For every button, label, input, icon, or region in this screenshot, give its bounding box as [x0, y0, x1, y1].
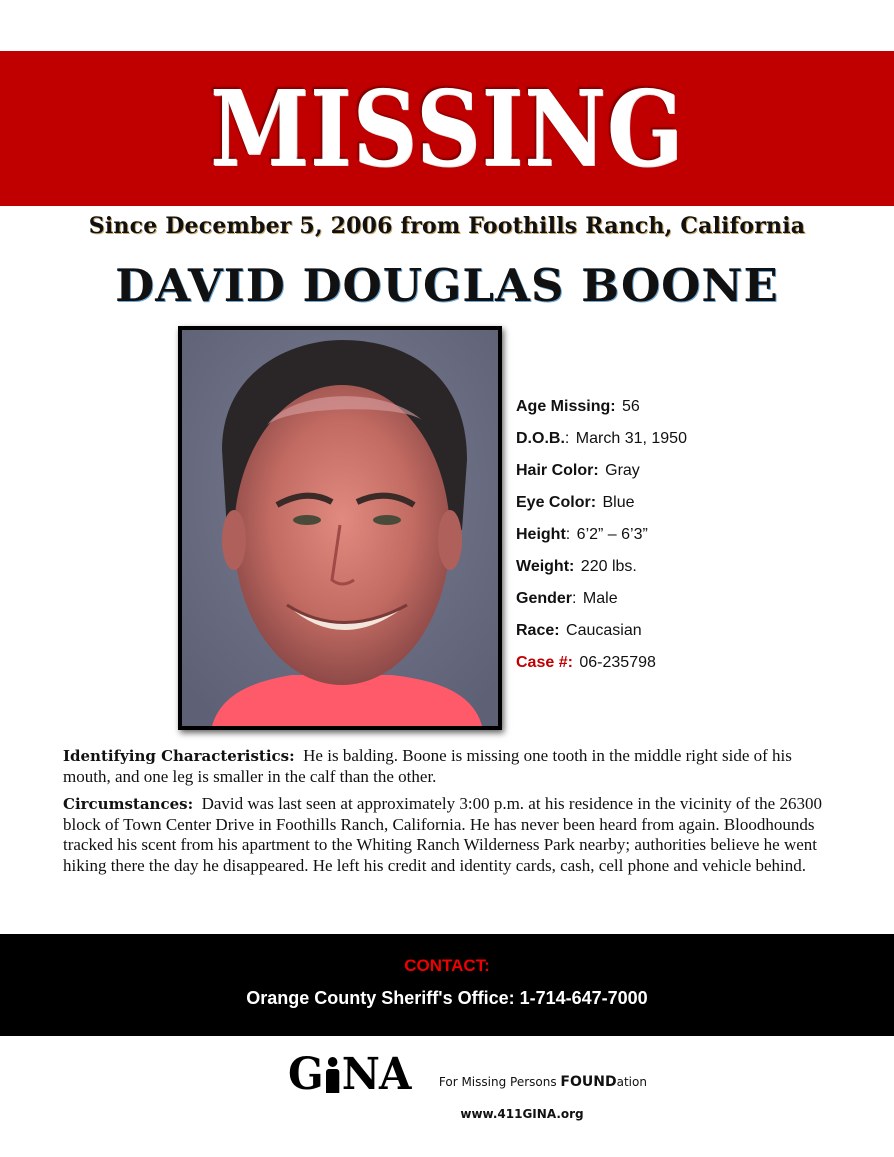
contact-label: CONTACT:	[404, 956, 490, 975]
missing-since-subtitle: Since December 5, 2006 from Foothills Ranch, California	[88, 213, 806, 239]
gina-tagline	[416, 1058, 647, 1122]
gina-logo-na: NA	[341, 1049, 411, 1100]
gina-logo	[288, 1049, 411, 1100]
circumstances-text: David was last seen at approximately 3:00 p.m. at his residence in the vicinity of the 26300 block of Town Center Drive in Foothills Ranch, California. He has never been heard from again. Bloodhounds tracked his scent from his apartment to the Whiting Ranch Wilderness Park nearby; authorities believe he went hiking there the day he disappeared. He left his credit and identity cards, cash, cell phone and vehicle behind.	[63, 794, 827, 875]
detail-weight	[516, 555, 846, 587]
detail-race	[516, 619, 846, 651]
detail-label-tail: :	[572, 590, 577, 607]
gina-foundation-footer	[288, 1049, 647, 1121]
detail-value: 56	[617, 398, 640, 415]
detail-label: Gender	[516, 590, 573, 607]
tagline-found: FOUND	[560, 1074, 617, 1090]
detail-label: Case #:	[516, 654, 573, 671]
detail-value: Blue	[598, 494, 635, 511]
detail-label: Hair Color:	[516, 462, 599, 479]
detail-label: Race:	[516, 622, 560, 639]
detail-gender	[516, 587, 846, 619]
detail-eye-color	[516, 491, 846, 523]
banner-title: MISSING	[209, 67, 685, 190]
circumstances	[63, 794, 833, 876]
contact-phone-line: Orange County Sheriff's Office: 1-714-647-7000	[246, 988, 648, 1008]
detail-label: Eye Color:	[516, 494, 597, 511]
detail-label: Height	[516, 526, 566, 543]
detail-value: 220 lbs.	[576, 558, 637, 575]
detail-label: Age Missing:	[516, 398, 616, 415]
identifying-label: Identifying Characteristics:	[63, 747, 295, 765]
contact-band	[0, 934, 894, 1036]
circumstances-label: Circumstances:	[63, 795, 194, 813]
detail-label-tail: :	[564, 430, 570, 447]
detail-value: Male	[578, 590, 618, 607]
detail-value: Caucasian	[561, 622, 642, 639]
portrait-image	[182, 330, 498, 726]
detail-label: Weight:	[516, 558, 575, 575]
detail-value: 6’2” – 6’3”	[572, 526, 648, 543]
person-figure-icon	[324, 1057, 341, 1093]
person-photo	[178, 326, 502, 730]
detail-value: 06-235798	[574, 654, 656, 671]
detail-hair-color	[516, 459, 846, 491]
detail-dob	[516, 427, 846, 459]
identifying-characteristics	[63, 746, 833, 787]
detail-value: March 31, 1950	[571, 430, 687, 447]
missing-banner	[0, 51, 894, 206]
detail-label: D.O.B.	[516, 430, 565, 447]
missing-person-name: DAVID DOUGLAS BOONE	[115, 259, 779, 312]
detail-height	[516, 523, 846, 555]
detail-age-missing	[516, 395, 846, 427]
person-details	[516, 395, 846, 683]
gina-website-link[interactable]: www.411GINA.org	[460, 1107, 584, 1121]
tagline-suffix: ation	[616, 1075, 647, 1089]
detail-label-tail: :	[565, 526, 571, 543]
tagline-prefix: For Missing Persons	[438, 1075, 561, 1089]
detail-value: Gray	[600, 462, 640, 479]
identifying-text: He is balding. Boone is missing one tooth in the middle right side of his mouth, and one leg is smaller in the calf than the other.	[63, 746, 797, 786]
gina-logo-g: G	[288, 1049, 323, 1100]
detail-case-number	[516, 651, 846, 683]
